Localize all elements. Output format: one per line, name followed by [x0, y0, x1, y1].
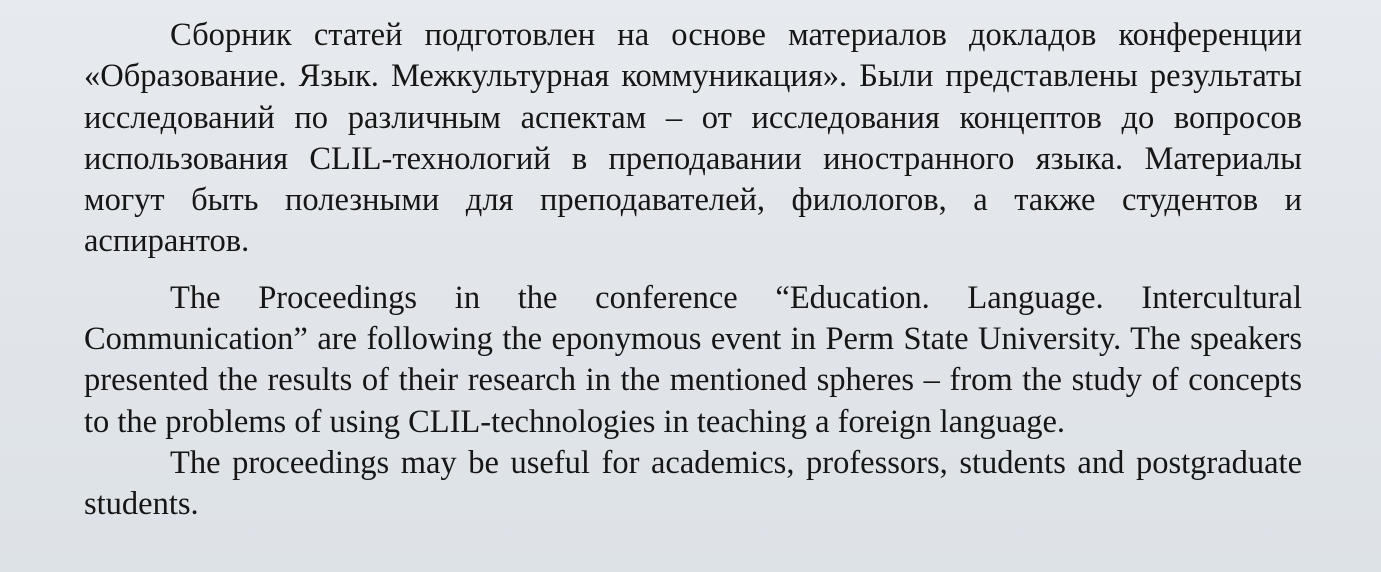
annotation-text — [84, 15, 1302, 526]
annotation-english-paragraph: The Proceedings in the conference “Education. Language. Intercultural Communication” are following the eponymous event in Perm State University. The speakers presented the results of their research in the mentioned spheres – from the study of concepts to the problems of using CLIL-technologies in teaching a foreign language. — [84, 279, 1302, 440]
annotation-english-usefulness: The proceedings may be useful for academics, professors, students and postgraduate students. — [84, 444, 1302, 523]
paragraph-spacer — [84, 263, 1302, 278]
annotation-russian-paragraph: Сборник статей подготовлен на основе материалов докладов конференции «Образование. Язык. Межкультурная коммуникация». Были представлены результаты исследований по различным аспектам – от исследования концептов до вопросов использования CLIL-технологий в преподавании иностранного языка. Материалы могут быть полезными для преподавателей, филологов, а также студентов и аспирантов. — [84, 17, 1302, 260]
